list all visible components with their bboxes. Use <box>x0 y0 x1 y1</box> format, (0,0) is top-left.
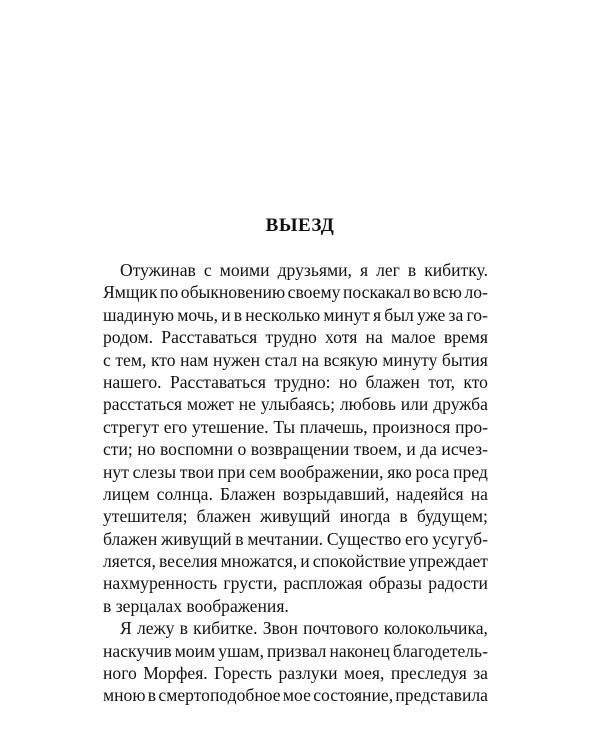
word: в <box>179 618 188 639</box>
word: я <box>373 304 382 325</box>
word: расстаться <box>103 394 183 415</box>
word: почтового <box>303 618 379 639</box>
text-line <box>103 550 488 572</box>
word: тот, <box>428 371 455 392</box>
word: множатся, <box>220 551 298 572</box>
word: благодетель- <box>392 640 488 661</box>
word: родом. <box>103 327 154 348</box>
word: в <box>147 685 157 706</box>
word: преследуя <box>390 663 467 684</box>
word: блажен <box>103 528 158 549</box>
word: ушам, <box>218 640 264 661</box>
word: друзьями, <box>277 260 352 280</box>
word: распложая <box>283 573 363 594</box>
word: на <box>470 483 488 504</box>
word: Ямщик <box>103 282 158 303</box>
text-line <box>103 572 488 594</box>
word: яко <box>387 461 412 482</box>
word: да <box>420 439 437 460</box>
word: Я <box>120 618 132 639</box>
word: Расставаться <box>161 327 258 348</box>
word: я <box>359 260 369 280</box>
word: его <box>163 416 188 437</box>
text-line: в зерцалах воображения. <box>103 595 289 616</box>
word: кто <box>150 349 176 370</box>
word: обыкновению <box>180 282 286 303</box>
word: за <box>448 304 464 325</box>
word: возрыдавший, <box>282 483 390 504</box>
word: нахмуренность <box>103 573 218 594</box>
text-line <box>103 259 488 281</box>
word: радости <box>428 573 488 594</box>
word: образы <box>368 573 422 594</box>
word: исчез- <box>441 439 488 460</box>
word: Морфея. <box>143 663 208 684</box>
word: нам <box>180 349 209 370</box>
text-line <box>103 438 488 460</box>
word: по <box>159 282 179 303</box>
word: кто <box>463 371 488 392</box>
word: может <box>186 394 234 415</box>
text-line <box>103 393 488 415</box>
word: воспомни <box>159 439 234 460</box>
word: был <box>384 304 414 325</box>
word: сем <box>249 461 276 482</box>
word: Отужинав <box>120 260 196 280</box>
word: на <box>301 349 319 370</box>
word: надеяйся <box>396 483 464 504</box>
word: наконец <box>329 640 390 661</box>
word: возвращении <box>250 439 350 460</box>
word: мечтании. <box>247 528 324 549</box>
word: поскакал <box>343 282 411 303</box>
word: не <box>238 394 256 415</box>
text-line <box>103 371 488 393</box>
word: нужен <box>212 349 261 370</box>
word: солнца. <box>156 483 213 504</box>
word: моея, <box>343 663 385 684</box>
word: Расставаться <box>169 371 266 392</box>
word: лежу <box>136 618 175 639</box>
word: мочь, <box>177 304 219 325</box>
word: несколько <box>245 304 321 325</box>
word: нашего. <box>103 371 162 392</box>
word: пред <box>453 461 488 482</box>
word: минуту <box>382 349 438 370</box>
word: малое <box>391 327 436 348</box>
word: про- <box>455 416 488 437</box>
word: живущий <box>161 528 232 549</box>
word: время <box>443 327 488 348</box>
word: мое <box>282 685 311 706</box>
word: ло- <box>464 282 488 303</box>
word: призвал <box>267 640 327 661</box>
word: плачешь, <box>299 416 368 437</box>
word: живущий <box>260 506 331 527</box>
word: стрегут <box>103 416 160 437</box>
word: хотя <box>325 327 358 348</box>
word: за <box>473 663 488 684</box>
word: лег <box>376 260 400 280</box>
word: но <box>137 439 156 460</box>
word: Горесть <box>214 663 273 684</box>
word: в <box>399 506 408 527</box>
word: кибитке. <box>193 618 258 639</box>
word: спокойствие <box>312 551 406 572</box>
word: представила <box>395 685 488 706</box>
word: твои <box>179 461 214 482</box>
text-line <box>103 416 488 438</box>
word: улыбаясь; <box>260 394 335 415</box>
word: минут <box>323 304 370 325</box>
word: веселия <box>158 551 218 572</box>
text-line <box>103 461 488 483</box>
word: всякую <box>323 349 378 370</box>
text-line <box>103 528 488 550</box>
word: мною <box>103 685 146 706</box>
text-line <box>103 505 488 527</box>
word: на <box>365 327 383 348</box>
word: лицем <box>103 483 150 504</box>
word: уже <box>417 304 446 325</box>
word: усугуб- <box>432 528 488 549</box>
word: трудно: <box>274 371 331 392</box>
word: колокольчика, <box>383 618 488 639</box>
word: в <box>233 304 243 325</box>
word: моими <box>219 260 270 280</box>
chapter-text <box>103 259 488 707</box>
word: о <box>237 439 247 460</box>
word: смертоподобное <box>158 685 281 706</box>
word: будущем; <box>416 506 488 527</box>
text-line <box>103 640 488 662</box>
word: утешителя; <box>103 506 188 527</box>
word: Существо <box>326 528 402 549</box>
word: Ты <box>273 416 296 437</box>
text-line <box>103 483 488 505</box>
word: моим <box>174 640 216 661</box>
word: в <box>407 260 417 280</box>
text-line <box>103 304 488 326</box>
text-line <box>103 349 488 371</box>
word: его <box>405 528 429 549</box>
word: в <box>235 528 244 549</box>
word: бытия <box>441 349 488 370</box>
word: и <box>406 439 416 460</box>
word: воображении, <box>279 461 384 482</box>
word: утешение. <box>191 416 269 437</box>
word: грусти, <box>223 573 278 594</box>
word: с <box>203 260 212 280</box>
word: но <box>338 371 358 392</box>
word: и <box>300 551 310 572</box>
word: Блажен <box>219 483 276 504</box>
word: во <box>413 282 431 303</box>
text-line <box>103 617 488 639</box>
word: кибитку. <box>424 260 488 280</box>
word: слезы <box>132 461 177 482</box>
word: упреждает <box>408 551 488 572</box>
text-line <box>103 326 488 348</box>
word: своему <box>287 282 341 303</box>
word: стал <box>264 349 298 370</box>
word: Звон <box>262 618 298 639</box>
word: иногда <box>339 506 391 527</box>
text-line <box>103 281 488 303</box>
word: дружба <box>433 394 488 415</box>
word: блажен <box>196 506 251 527</box>
word: с <box>103 349 111 370</box>
word: трудно <box>265 327 317 348</box>
word: произнося <box>372 416 451 437</box>
word: и <box>221 304 231 325</box>
text-line <box>103 662 488 684</box>
word: наскучив <box>103 640 172 661</box>
word: всю <box>432 282 462 303</box>
word: ного <box>103 663 137 684</box>
word: или <box>400 394 429 415</box>
word: при <box>217 461 246 482</box>
word: твоем, <box>353 439 402 460</box>
word: го- <box>466 304 488 325</box>
word: сти; <box>103 439 133 460</box>
word: состояние, <box>313 685 394 706</box>
word: нут <box>103 461 129 482</box>
word: ляется, <box>103 551 156 572</box>
word: блажен <box>365 371 420 392</box>
word: тем, <box>115 349 147 370</box>
chapter-title: ВЫЕЗД <box>265 215 335 236</box>
word: разлуки <box>278 663 338 684</box>
word: роса <box>415 461 450 482</box>
word: любовь <box>339 394 396 415</box>
word: шадиную <box>103 304 175 325</box>
text-line <box>103 684 488 706</box>
